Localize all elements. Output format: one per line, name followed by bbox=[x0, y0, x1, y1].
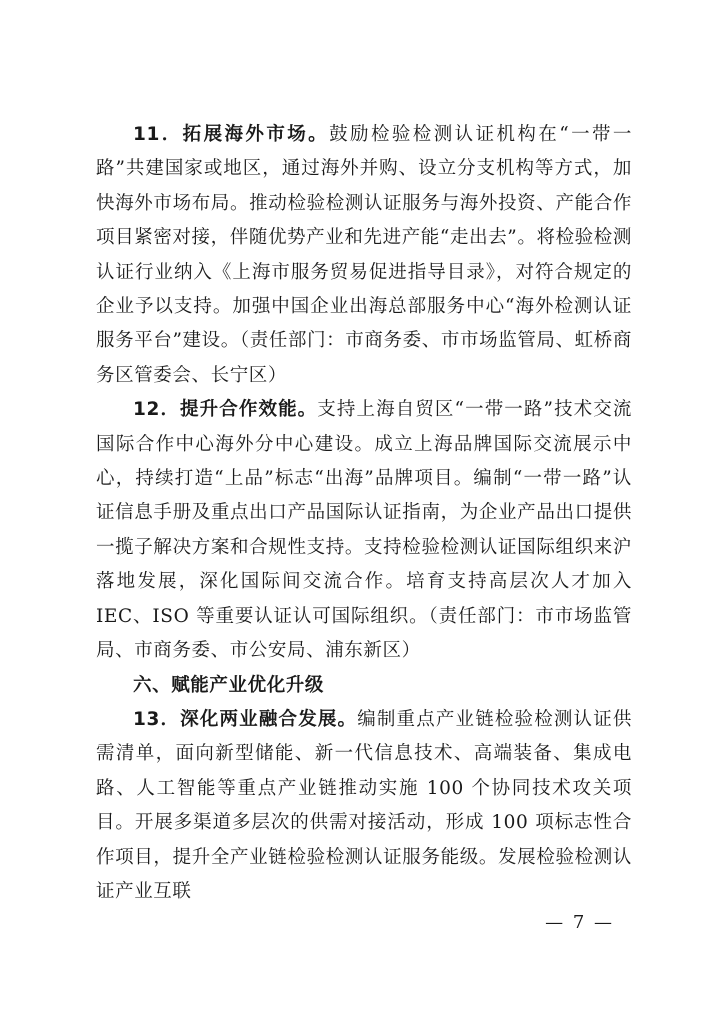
item-11-body: 鼓励检验检测认证机构在“一带一路”共建国家或地区，通过海外并购、设立分支机构等方式，加快海外市场布局。推动检验检测认证服务与海外投资、产能合作项目紧密对接，伴随优势产业和先进产能“走出去”。将检验检测认证行业纳入《上海市服务贸易促进指导目录》，对符合规定的企业予以支持。加强中国企业出海总部服务中心“海外检测认证服务平台”建设。（责任部门：市商务委、市市场监管局、虹桥商务区管委会、长宁区） bbox=[96, 124, 633, 386]
section-heading-6: 六、赋能产业优化升级 bbox=[133, 674, 325, 696]
item-13-heading: 13．深化两业融合发展。 bbox=[133, 708, 358, 730]
paragraph-item-11 bbox=[96, 118, 632, 393]
paragraph-item-12 bbox=[96, 393, 632, 668]
item-11-heading: 11．拓展海外市场。 bbox=[133, 124, 330, 145]
paragraph-item-13 bbox=[96, 703, 632, 909]
document-body bbox=[96, 118, 632, 909]
item-12-heading: 12．提升合作效能。 bbox=[133, 399, 318, 421]
page-number: — 7 — bbox=[545, 912, 614, 933]
item-13-body: 编制重点产业链检验检测认证供需清单，面向新型储能、新一代信息技术、高端装备、集成电路、人工智能等重点产业链推动实施 100 个协同技术攻关项目。开展多渠道多层次的供需对接活动，形成 100 项标志性合作项目，提升全产业链检验检测认证服务能级。发展检验检测认证产业互联 bbox=[96, 708, 632, 902]
item-12-body: 支持上海自贸区“一带一路”技术交流国际合作中心海外分中心建设。成立上海品牌国际交流展示中心，持续打造“上品”标志“出海”品牌项目。编制“一带一路”认证信息手册及重点出口产品国际认证指南，为企业产品出口提供一揽子解决方案和合规性支持。支持检验检测认证国际组织来沪落地发展，深化国际间交流合作。培育支持高层次人才加入 IEC、ISO 等重要认证认可国际组织。（责任部门：市市场监管局、市商务委、市公安局、浦东新区） bbox=[96, 399, 632, 662]
